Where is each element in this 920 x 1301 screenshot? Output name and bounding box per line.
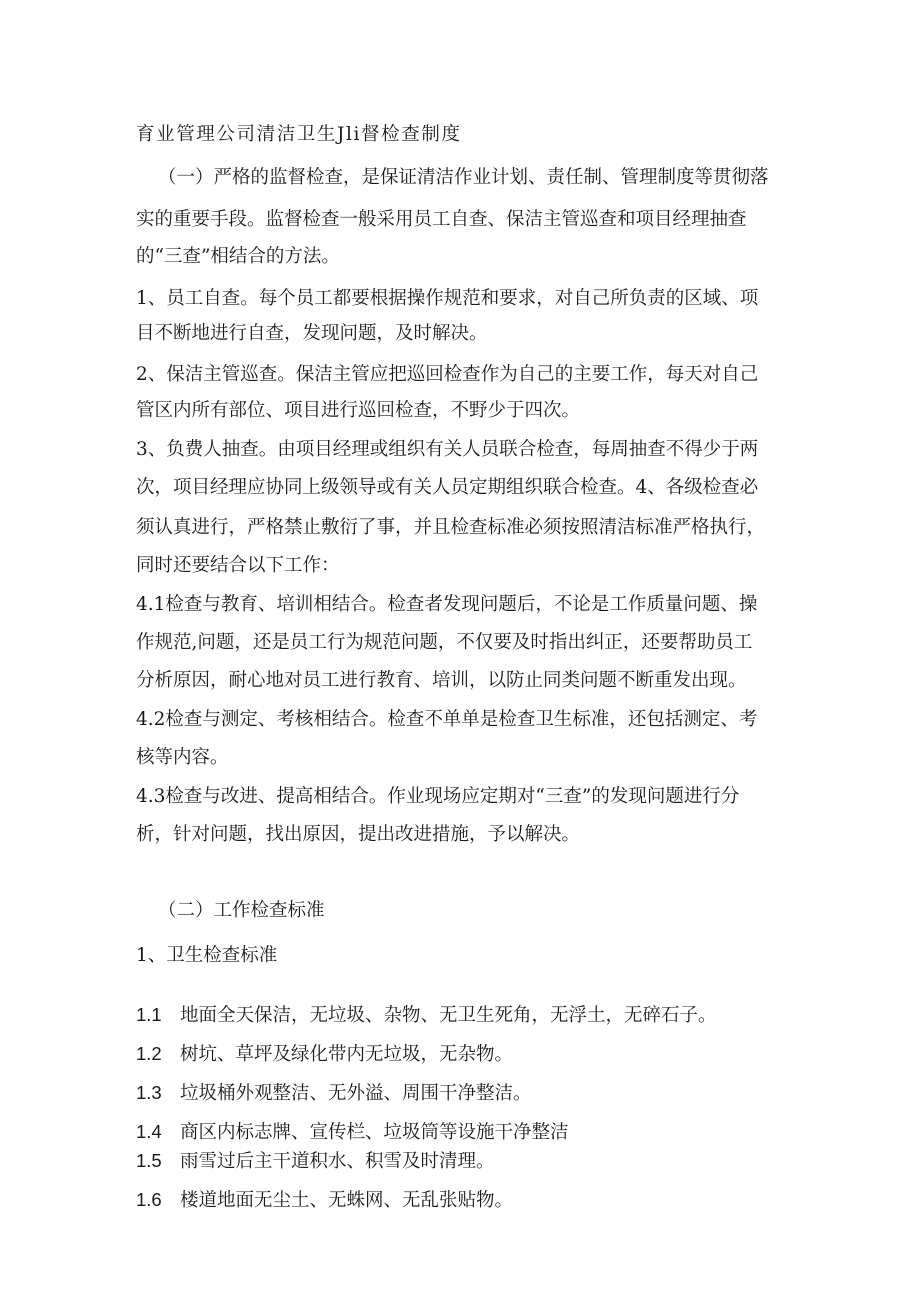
paragraph-line: 作规范,问题，还是员工行为规范问题，不仅要及时指出纠正，还要帮助员工 bbox=[136, 632, 753, 653]
list-item bbox=[136, 1003, 717, 1028]
paragraph-line: 4.3检查与改进、提高相结合。作业现场应定期对“三查”的发现问题进行分 bbox=[136, 786, 740, 807]
list-item-number: 1.2 bbox=[136, 1043, 162, 1064]
paragraph-line: 管区内所有部位、项目进行巡回检查，不野少于四次。 bbox=[136, 400, 581, 421]
list-item-number: 1.5 bbox=[136, 1150, 162, 1171]
paragraph-line: 目不断地进行自查，发现问题，及时解决。 bbox=[136, 323, 488, 344]
list-item-text: 垃圾桶外观整洁、无外溢、周围干净整洁。 bbox=[180, 1083, 532, 1104]
paragraph-line: 的“三查”相结合的方法。 bbox=[136, 246, 340, 267]
list-item bbox=[136, 1120, 569, 1145]
list-item bbox=[136, 1081, 532, 1106]
list-item-number: 1.4 bbox=[136, 1121, 162, 1142]
list-item-text: 树坑、草坪及绿化带内无垃圾，无杂物。 bbox=[180, 1044, 514, 1065]
subsection-heading: 1、卫生检查标准 bbox=[136, 945, 278, 966]
list-item-number: 1.6 bbox=[136, 1189, 162, 1210]
paragraph-line: 4.2检查与测定、考核相结合。检查不单单是检查卫生标准，还包括测定、考 bbox=[136, 709, 758, 730]
list-item-number: 1.3 bbox=[136, 1082, 162, 1103]
list-item-text: 楼道地面无尘土、无蛛网、无乱张贴物。 bbox=[180, 1190, 514, 1211]
list-item-text: 雨雪过后主干道积水、积雪及时清理。 bbox=[180, 1151, 495, 1172]
paragraph-line: 1、员工自查。每个员工都要根据操作规范和要求，对自己所负责的区域、项 bbox=[136, 288, 759, 309]
paragraph-line: 3、负费人抽查。由项目经理或组织有关人员联合检查，每周抽查不得少于两 bbox=[136, 439, 759, 460]
paragraph-line: 4.1检查与教育、培训相结合。检查者发现问题后，不论是工作质量问题、操 bbox=[136, 594, 758, 615]
document-title: 育业管理公司清洁卫生Jli督检查制度 bbox=[136, 124, 462, 145]
list-item bbox=[136, 1042, 513, 1067]
paragraph-line: 2、保洁主管巡查。保洁主管应把巡回检查作为自己的主要工作，每天对自己 bbox=[136, 364, 759, 385]
paragraph-line: （一）严格的监督检查，是保证清洁作业计划、责任制、管理制度等贯彻落 bbox=[158, 167, 769, 188]
section-heading: （二）工作检查标准 bbox=[158, 900, 325, 921]
list-item-text: 商区内标志牌、宣传栏、垃圾筒等设施干净整洁 bbox=[180, 1122, 569, 1143]
list-item bbox=[136, 1149, 495, 1174]
list-item-text: 地面全天保洁，无垃圾、杂物、无卫生死角，无浮土，无碎石子。 bbox=[180, 1005, 717, 1026]
paragraph-line: 实的重要手段。监督检查一般采用员工自查、保洁主管巡查和项目经理抽查 bbox=[136, 209, 747, 230]
list-item-number: 1.1 bbox=[136, 1004, 162, 1025]
list-item bbox=[136, 1188, 513, 1213]
paragraph-line: 析，针对问题，找出原因，提出改进措施，予以解决。 bbox=[136, 824, 581, 845]
paragraph-line: 须认真进行，严格禁止敷衍了事，并且检查标准必须按照清洁标准严格执行， bbox=[136, 517, 766, 538]
paragraph-line: 次，项目经理应协同上级领导或有关人员定期组织联合检查。4、各级检查必 bbox=[136, 477, 759, 498]
paragraph-line: 核等内容。 bbox=[136, 747, 229, 768]
paragraph-line: 同时还要结合以下工作： bbox=[136, 555, 340, 576]
paragraph-line: 分析原因，耐心地对员工进行教育、培训，以防止同类问题不断重发出现。 bbox=[136, 670, 747, 691]
